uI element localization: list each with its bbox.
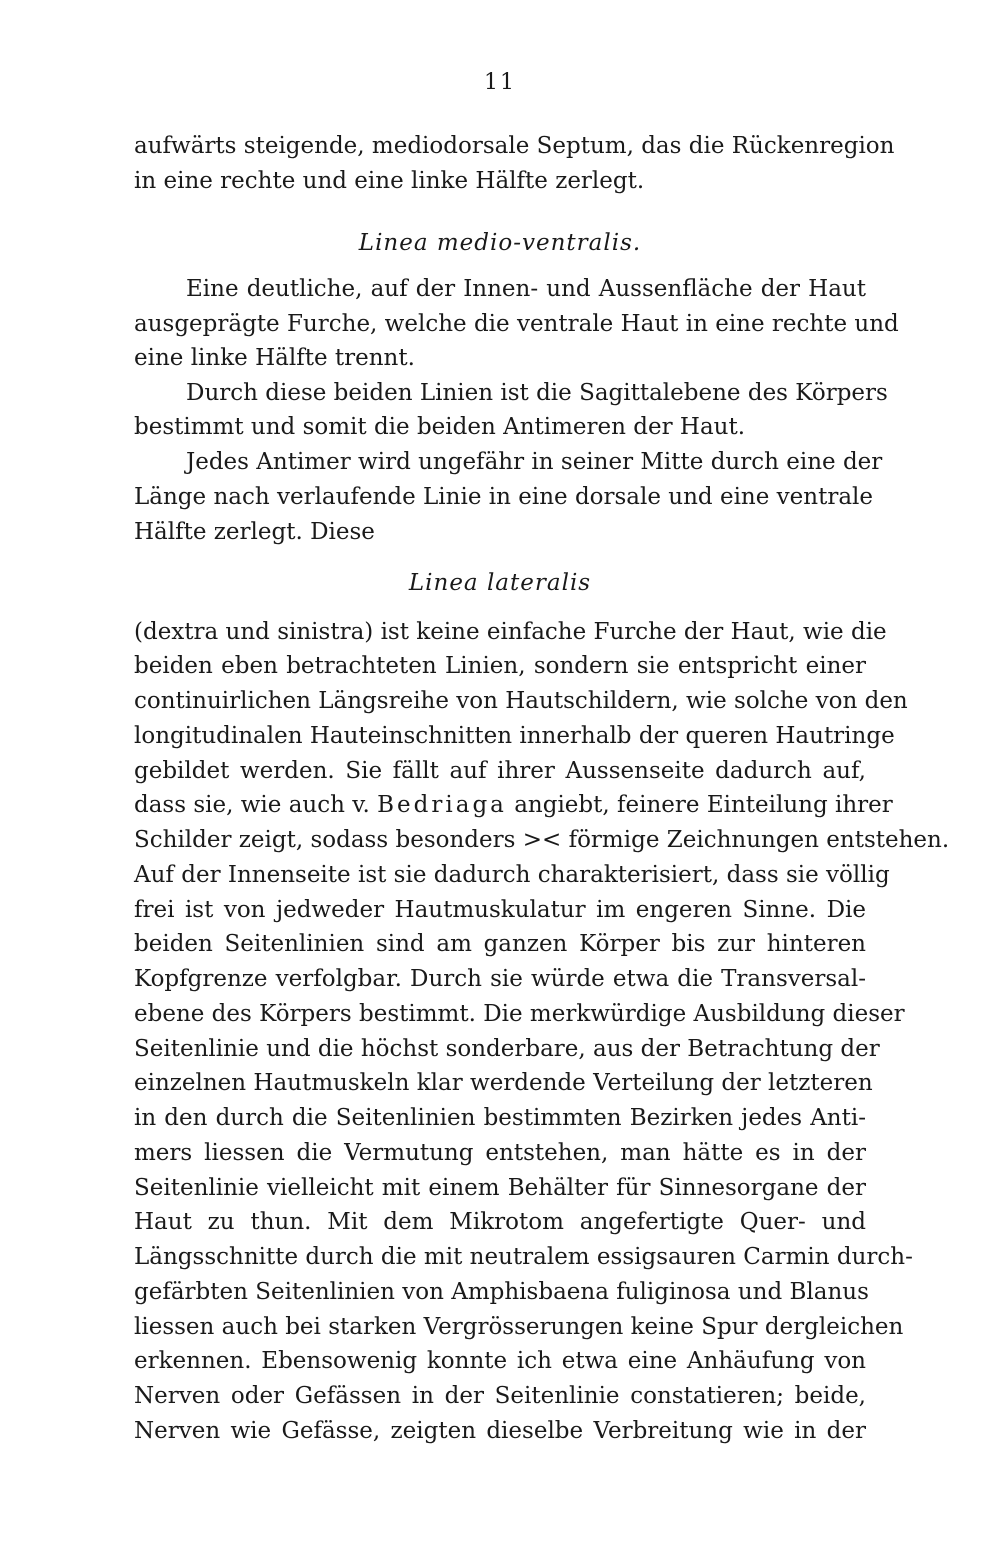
- text-line: eine linke Hälfte trennt.: [134, 345, 415, 371]
- text-line: Seitenlinie vielleicht mit einem Behälter für Sinnesorgane der: [134, 1175, 866, 1201]
- text-line: Haut zu thun. Mit dem Mikrotom angefertigte Quer- und: [134, 1209, 866, 1235]
- page-number: 11: [484, 70, 516, 95]
- text-line: gebildet werden. Sie fällt auf ihrer Aussenseite dadurch auf,: [134, 758, 866, 784]
- text-line: ausgeprägte Furche, welche die ventrale Haut in eine rechte und: [134, 311, 899, 337]
- section-heading-lateralis: Linea lateralis: [408, 570, 592, 596]
- text-line: (dextra und sinistra) ist keine einfache Furche der Haut, wie die: [134, 619, 887, 645]
- text-line: continuirlichen Längsreihe von Hautschildern, wie solche von den: [134, 688, 908, 714]
- text-segment: angiebt, feinere Einteilung ihrer: [506, 792, 893, 818]
- text-line: ebene des Körpers bestimmt. Die merkwürdige Ausbildung dieser: [134, 1001, 905, 1027]
- text-line: gefärbten Seitenlinien von Amphisbaena fuliginosa und Blanus: [134, 1279, 869, 1305]
- text-line: Längsschnitte durch die mit neutralem essigsauren Carmin durch-: [134, 1244, 913, 1270]
- text-line: Kopfgrenze verfolgbar. Durch sie würde etwa die Transversal-: [134, 966, 866, 992]
- text-line: mers liessen die Vermutung entstehen, man hätte es in der: [134, 1140, 866, 1166]
- text-line: beiden Seitenlinien sind am ganzen Körper bis zur hinteren: [134, 931, 866, 957]
- text-line: Seitenlinie und die höchst sonderbare, aus der Betrachtung der: [134, 1036, 880, 1062]
- section-heading-medio-ventralis: Linea medio-ventralis.: [358, 230, 642, 256]
- text-line: Auf der Innenseite ist sie dadurch charakterisiert, dass sie völlig: [134, 862, 890, 888]
- text-line: in den durch die Seitenlinien bestimmten Bezirken jedes Anti-: [134, 1105, 866, 1131]
- text-line: beiden eben betrachteten Linien, sondern sie entspricht einer: [134, 653, 866, 679]
- text-line: frei ist von jedweder Hautmuskulatur im engeren Sinne. Die: [134, 897, 866, 923]
- text-line: Eine deutliche, auf der Innen- und Aussenfläche der Haut: [186, 276, 866, 302]
- text-line: Hälfte zerlegt. Diese: [134, 519, 375, 545]
- text-line: Länge nach verlaufende Linie in eine dorsale und eine ventrale: [134, 484, 873, 510]
- text-line: Nerven wie Gefässe, zeigten dieselbe Verbreitung wie in der: [134, 1418, 866, 1444]
- text-line: Schilder zeigt, sodass besonders >< förmige Zeichnungen entstehen.: [134, 827, 950, 853]
- text-line: aufwärts steigende, mediodorsale Septum, das die Rückenregion: [134, 133, 895, 159]
- text-line: Durch diese beiden Linien ist die Sagittalebene des Körpers: [186, 380, 888, 406]
- text-line: in eine rechte und eine linke Hälfte zerlegt.: [134, 168, 645, 194]
- text-line: Jedes Antimer wird ungefähr in seiner Mitte durch eine der: [186, 449, 883, 475]
- text-line: Nerven oder Gefässen in der Seitenlinie constatieren; beide,: [134, 1383, 866, 1409]
- text-segment: dass sie, wie auch v.: [134, 792, 378, 818]
- text-line: [134, 790, 893, 820]
- text-line: bestimmt und somit die beiden Antimeren der Haut.: [134, 414, 746, 440]
- text-line: liessen auch bei starken Vergrösserungen keine Spur dergleichen: [134, 1314, 904, 1340]
- author-name: Bedriaga: [377, 792, 507, 818]
- text-line: erkennen. Ebensowenig konnte ich etwa eine Anhäufung von: [134, 1348, 866, 1374]
- text-line: longitudinalen Hauteinschnitten innerhalb der queren Hautringe: [134, 723, 895, 749]
- text-line: einzelnen Hautmuskeln klar werdende Verteilung der letzteren: [134, 1070, 873, 1096]
